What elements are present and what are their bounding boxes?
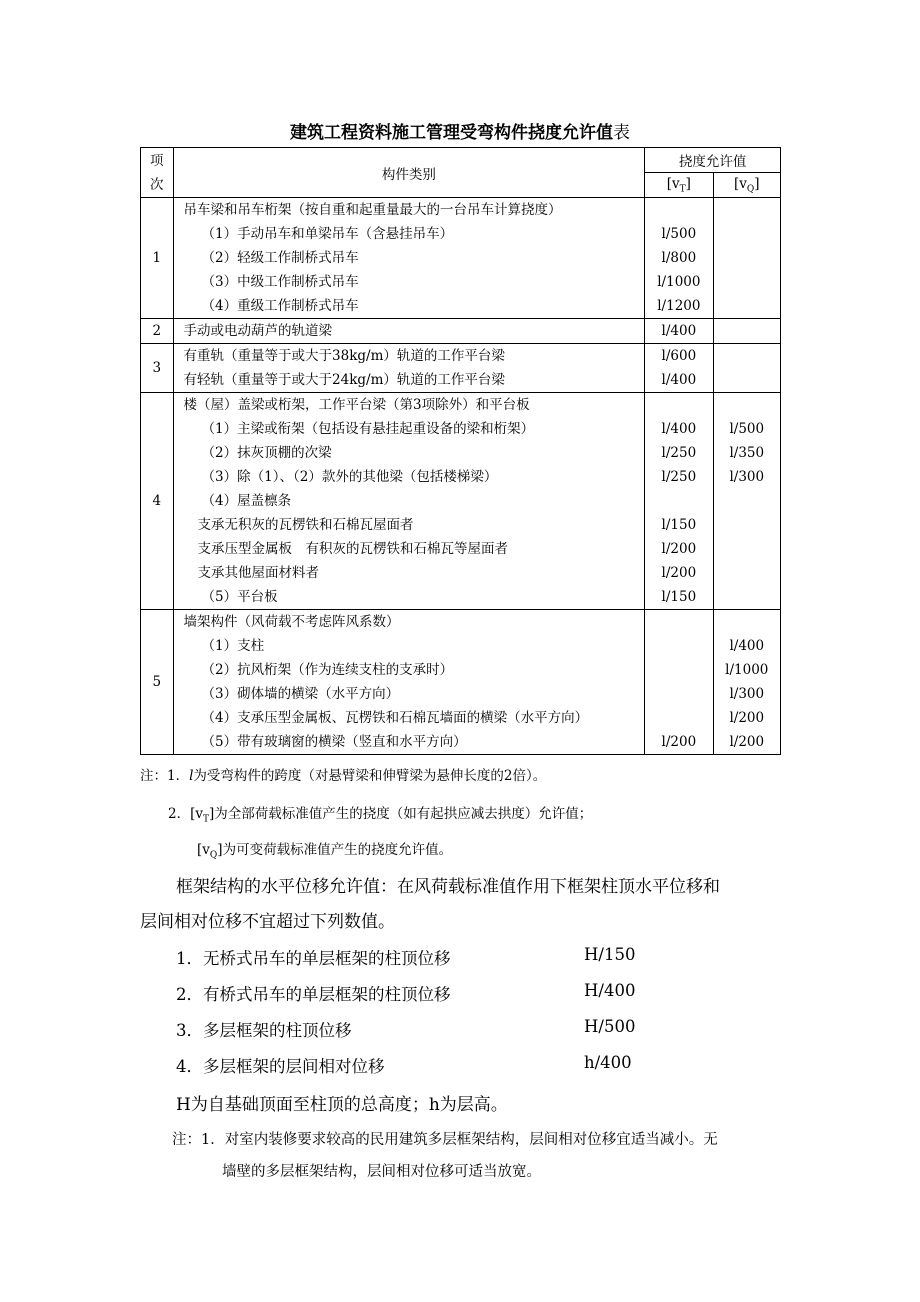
frame-note-line2: 墙壁的多层框架结构，层间相对位移可适当放宽。 [222,1164,541,1180]
table-note-2 [168,802,592,825]
category-line: （2）抹灰顶棚的次梁 [201,445,332,461]
table-row [141,393,781,610]
category-cell [173,319,645,344]
vq-cell [713,393,780,610]
vq-value [714,344,780,368]
vq-value [714,489,780,513]
table-note-1 [140,764,546,784]
document-title [0,118,920,143]
frame-item-2-label: 2．有桥式吊车的单层框架的柱顶位移 [176,985,451,1004]
vq-value: l/1000 [725,662,769,678]
header-vt [645,173,713,198]
vt-cell [645,319,713,344]
vt-value [645,393,712,417]
vt-cell [645,344,713,393]
title-tail: 表 [613,123,630,143]
frame-item-4-label: 4．多层框架的层间相对位移 [176,1057,385,1076]
vq-value: l/300 [729,469,765,485]
vt-cell [645,393,713,610]
header-vq-pre: [v [733,175,747,192]
category-line: （2）轻级工作制桥式吊车 [201,250,359,266]
vt-value: l/1000 [657,274,701,290]
frame-item-2 [176,981,636,1005]
category-line: （1）主梁或衔架（包括设有悬挂起重设备的梁和桁架） [201,421,535,437]
vq-value [714,537,780,561]
frame-item-3 [176,1017,636,1041]
frame-item-1-value: H/150 [584,945,636,964]
vt-value [645,610,712,634]
header-category: 构件类别 [173,148,645,198]
category-line: 有轻轨（重量等于或大于24kg/m）轨道的工作平台梁 [183,372,505,388]
category-line: （1）手动吊车和单梁吊车（含悬挂吊车） [201,226,454,242]
vt-cell [645,198,713,319]
vt-value: l/200 [661,541,697,557]
category-cell [173,344,645,393]
header-item-no-line1: 项 [150,152,164,169]
frame-item-1-label: 1．无桥式吊车的单层框架的柱顶位移 [176,949,451,968]
note1-lead: 注：1． [140,768,190,784]
vt-value: l/1200 [657,298,701,314]
vq-value: l/400 [729,638,765,654]
category-line: 手动或电动葫芦的轨道梁 [183,323,333,339]
vt-value: l/150 [661,517,697,533]
vq-cell [713,610,780,755]
vq-value [714,198,780,222]
vq-value [714,393,780,417]
vq-cell [713,198,780,319]
table-row [141,610,781,755]
vt-value: l/400 [661,421,697,437]
vq-value [714,513,780,537]
vt-value [645,489,712,513]
frame-item-2-value: H/400 [584,981,636,1000]
vt-value: l/200 [661,734,697,750]
category-line: （3）砌体墙的横梁（水平方向） [201,686,400,702]
frame-note-line1: 注：1．对室内装修要求较高的民用建筑多层框架结构，层间相对位移宜适当减小。无 [172,1132,718,1148]
vq-value [714,294,780,318]
category-cell [173,393,645,610]
vq-value [714,561,780,585]
note1-rest: 为受弯构件的跨度（对悬臂梁和伸臂梁为悬伸长度的2倍）。 [193,768,547,784]
note3-sub: Q [209,850,218,861]
vq-value [714,222,780,246]
category-cell [173,610,645,755]
table-row [141,319,781,344]
item-number: 2 [141,319,174,344]
vt-value [645,658,712,682]
header-vq-sub: Q [746,184,755,195]
category-line: （4）重级工作制桥式吊车 [201,298,359,314]
frame-intro-line2: 层间相对位移不宜超过下列数值。 [140,912,395,932]
vt-value: l/800 [661,250,697,266]
table-note-3 [197,838,452,861]
title-main: 建筑工程资料施工管理受弯构件挠度允许值 [290,123,613,143]
note2-sub: T [202,814,209,825]
header-vt-post: ] [685,175,691,192]
item-number: 1 [141,198,174,319]
vt-value: l/400 [661,372,697,388]
vt-value [645,706,712,730]
vq-value: l/300 [729,686,765,702]
frame-item-3-label: 3．多层框架的柱顶位移 [176,1021,352,1040]
note3-lead: [v [197,842,210,858]
note2-lead: 2．[v [168,806,203,822]
category-line: （3）除（1）、（2）款外的其他梁（包括楼梯梁） [201,469,498,485]
category-line: （4）支承压型金属板、瓦楞铁和石棉瓦墙面的横梁（水平方向） [201,710,589,726]
header-vt-pre: [v [666,175,680,192]
category-line: （5）带有玻璃窗的横梁（竖直和水平方向） [201,734,467,750]
vt-value: l/500 [661,226,697,242]
category-line: 吊车梁和吊车桁架（按自重和起重量最大的一台吊车计算挠度） [183,202,562,218]
table-header-row [141,148,781,173]
item-number: 3 [141,344,174,393]
header-vq-post: ] [754,175,760,192]
category-line: 支承其他屋面材料者 [197,565,320,581]
vq-value: l/350 [729,445,765,461]
category-line: （5）平台板 [201,589,278,605]
vt-value: l/250 [661,469,697,485]
vq-value [714,585,780,609]
category-line: （4）屋盖檩条 [201,493,292,509]
vq-value [714,368,780,392]
category-line: 支承压型金属板 有积灰的瓦楞铁和石棉瓦等屋面者 [197,541,509,557]
table-row [141,344,781,393]
vt-value: l/600 [661,348,697,364]
vt-cell [645,610,713,755]
vt-value: l/250 [661,445,697,461]
vt-value: l/150 [661,589,697,605]
frame-item-1 [176,945,636,969]
item-number: 4 [141,393,174,610]
category-line: 楼（屋）盖梁或桁架，工作平台梁（第3项除外）和平台板 [183,397,530,413]
header-item-no [141,148,174,198]
header-item-no-line2: 次 [150,176,164,193]
vt-value: l/200 [661,565,697,581]
vt-value: l/400 [661,323,697,339]
vq-value [714,319,780,343]
frame-definition: H为自基础顶面至柱顶的总高度；h为层高。 [176,1095,508,1115]
header-vq [713,173,780,198]
note2-rest: ]为全部荷载标准值产生的挠度（如有起拱应减去拱度）允许值； [209,806,593,822]
frame-item-4 [176,1053,632,1077]
vt-value [645,198,712,222]
vq-value [714,246,780,270]
frame-intro-line1: 框架结构的水平位移允许值：在风荷载标准值作用下框架柱顶水平位移和 [176,877,720,897]
frame-item-3-value: H/500 [584,1017,636,1036]
vq-cell [713,319,780,344]
header-vt-sub: T [679,184,686,195]
deflection-table [140,147,781,755]
vq-value [714,270,780,294]
category-line: （3）中级工作制桥式吊车 [201,274,359,290]
item-number: 5 [141,610,174,755]
vt-value [645,634,712,658]
category-line: （1）支柱 [201,638,265,654]
note3-rest: ]为可变荷载标准值产生的挠度允许值。 [217,842,453,858]
vq-value: l/200 [729,734,765,750]
vq-value: l/200 [729,710,765,726]
category-line: 有重轨（重量等于或大于38kg/m）轨道的工作平台梁 [183,348,505,364]
header-allowed: 挠度允许值 [645,148,781,173]
category-cell [173,198,645,319]
vq-value [714,610,780,634]
category-line: （2）抗风桁架（作为连续支柱的支承时） [201,662,454,678]
vq-value: l/500 [729,421,765,437]
note1-italic: l [189,768,194,784]
table-row [141,198,781,319]
vt-value [645,682,712,706]
frame-item-4-value: h/400 [584,1053,632,1072]
category-line: 墙架构件（风荷载不考虑阵风系数） [183,614,400,630]
vq-cell [713,344,780,393]
category-line: 支承无积灰的瓦楞铁和石棉瓦屋面者 [197,517,414,533]
